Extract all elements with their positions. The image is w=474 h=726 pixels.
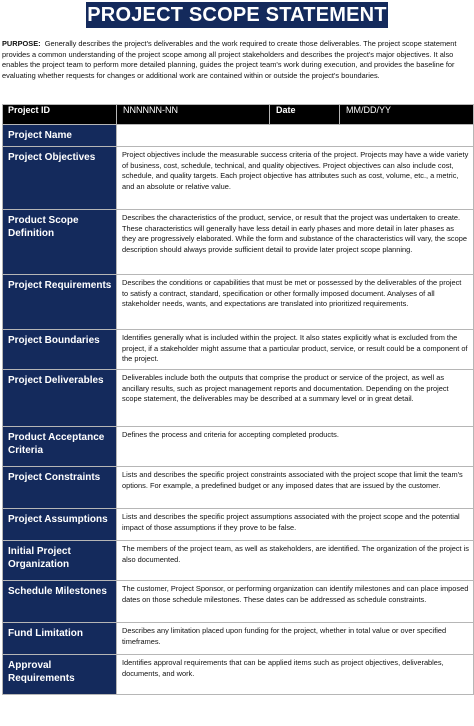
table-row: [3, 125, 474, 147]
row-desc-initial-project-organization[interactable]: The members of the project team, as well as stakeholders, are identified. The organization of the project is also documented.: [117, 541, 474, 581]
row-label-project-deliverables: Project Deliverables: [3, 370, 117, 427]
table-row: [3, 467, 474, 509]
row-desc-project-boundaries[interactable]: Identifies generally what is included within the project. It also states explicitly what is excluded from the project, if a stakeholder might assume that a particular product, service, or result could be a component of the project.: [117, 330, 474, 370]
row-desc-product-acceptance-criteria[interactable]: Defines the process and criteria for accepting completed products.: [117, 427, 474, 467]
row-desc-project-requirements[interactable]: Describes the conditions or capabilities that must be met or possessed by the deliverables of the project to satisfy a contract, standard, specification or other formally imposed document. Analyses of all stakeholder needs, wants, and expectations are translated into prioritized requirements.: [117, 275, 474, 330]
row-desc-project-objectives[interactable]: Project objectives include the measurable success criteria of the project. Projects may have a wide variety of business, cost, schedule, technical, and quality objectives. Project objectives can also include cost, schedule, and quality targets. Each project objective has attributes such as cost, volume, etc., a metric, and an absolute or relative value.: [117, 147, 474, 210]
date-label: Date: [270, 105, 340, 125]
row-desc-project-assumptions[interactable]: Lists and describes the specific project assumptions associated with the project scope and the potential impact of those assumptions if they prove to be false.: [117, 509, 474, 541]
table-row: [3, 427, 474, 467]
table-row: [3, 509, 474, 541]
row-label-initial-project-organization: Initial Project Organization: [3, 541, 117, 581]
table-row: [3, 370, 474, 427]
project-id-row: [3, 105, 474, 125]
table-row: [3, 147, 474, 210]
row-desc-product-scope-definition[interactable]: Describes the characteristics of the product, service, or result that the project was undertaken to create. These characteristics will generally have less detail in early phases and more detail in later phases as they are progressively elaborated. While the form and substance of the characteristics will vary, the scope description should always provide sufficient detail to provide later project scope planning.: [117, 210, 474, 275]
row-desc-schedule-milestones[interactable]: The customer, Project Sponsor, or performing organization can identify milestones and can place imposed dates on those schedule milestones. These dates can be addressed as schedule constraints.: [117, 581, 474, 623]
project-id-label: Project ID: [3, 105, 117, 125]
row-label-fund-limitation: Fund Limitation: [3, 623, 117, 655]
table-row: [3, 210, 474, 275]
row-label-schedule-milestones: Schedule Milestones: [3, 581, 117, 623]
row-label-product-acceptance-criteria: Product Acceptance Criteria: [3, 427, 117, 467]
scope-table: [2, 104, 474, 695]
row-label-project-name: Project Name: [3, 125, 117, 147]
row-desc-fund-limitation[interactable]: Describes any limitation placed upon funding for the project, whether in total value or over specified timeframes.: [117, 623, 474, 655]
row-label-project-objectives: Project Objectives: [3, 147, 117, 210]
row-label-product-scope-definition: Product Scope Definition: [3, 210, 117, 275]
table-row: [3, 655, 474, 695]
purpose-text: Generally describes the project's deliverables and the work required to create those deliverables. The project scope statement provides a common understanding of the project scope among all project stakeholders and describes the project's major objectives. It also enables the project team to perform more detailed planning, guides the project team's work during execution, and provides the baseline for evaluating whether requests for changes or additional work are contained within or outside the project's boundaries.: [2, 39, 457, 80]
table-row: [3, 581, 474, 623]
row-label-project-assumptions: Project Assumptions: [3, 509, 117, 541]
row-desc-project-constraints[interactable]: Lists and describes the specific project constraints associated with the project scope that limit the team's options. For example, a predefined budget or any imposed dates that are issued by the customer.: [117, 467, 474, 509]
project-id-value[interactable]: NNNNNN-NN: [117, 105, 270, 125]
row-label-project-requirements: Project Requirements: [3, 275, 117, 330]
document-title: PROJECT SCOPE STATEMENT: [87, 4, 387, 26]
table-row: [3, 541, 474, 581]
table-row: [3, 330, 474, 370]
row-desc-project-deliverables[interactable]: Deliverables include both the outputs that comprise the product or service of the project, as well as ancillary results, such as project management reports and documentation. Depending on the project scope statement, the deliverables may be described at a summary level or in great detail.: [117, 370, 474, 427]
table-row: [3, 275, 474, 330]
purpose-label: PURPOSE:: [2, 39, 41, 48]
row-label-project-boundaries: Project Boundaries: [3, 330, 117, 370]
row-desc-project-name[interactable]: [117, 125, 474, 147]
purpose-paragraph: [2, 39, 472, 81]
date-value[interactable]: MM/DD/YY: [340, 105, 474, 125]
table-row: [3, 623, 474, 655]
row-label-approval-requirements: Approval Requirements: [3, 655, 117, 695]
row-label-project-constraints: Project Constraints: [3, 467, 117, 509]
row-desc-approval-requirements[interactable]: Identifies approval requirements that can be applied items such as project objectives, deliverables, documents, and work.: [117, 655, 474, 695]
